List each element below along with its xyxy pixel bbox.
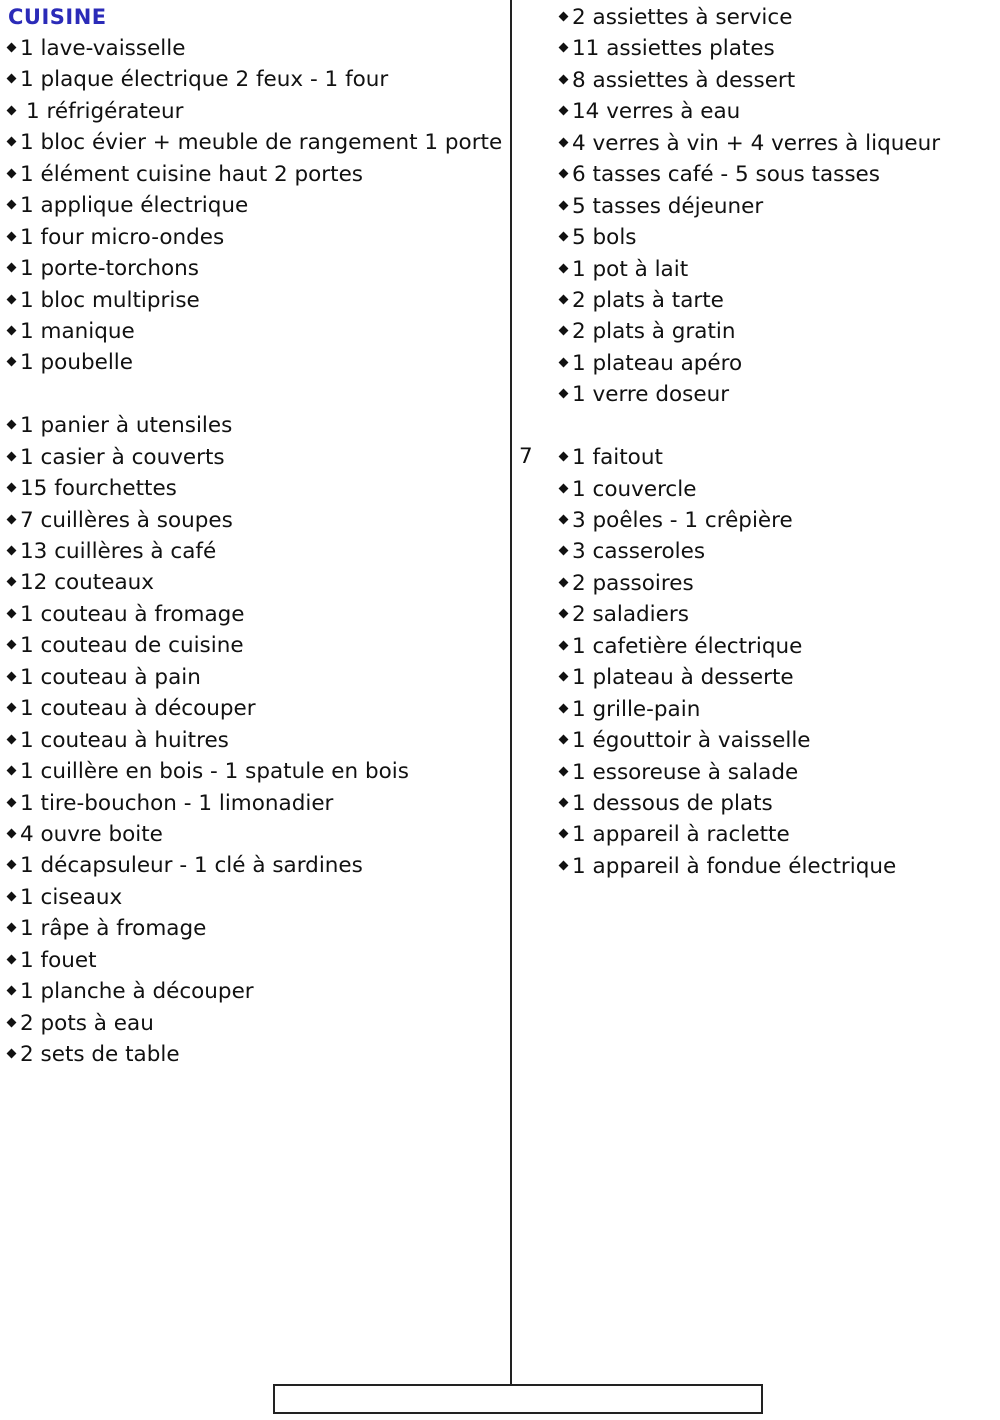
diamond-bullet-icon	[7, 43, 17, 53]
diamond-bullet-icon	[559, 735, 569, 745]
diamond-bullet-icon	[7, 671, 17, 681]
diamond-bullet-icon	[7, 168, 17, 178]
diamond-bullet-icon	[7, 1017, 17, 1027]
diamond-bullet-icon	[7, 105, 17, 115]
list-item: 1 couteau de cuisine	[8, 630, 502, 661]
diamond-bullet-icon	[7, 954, 17, 964]
list-item: 1 plaque électrique 2 feux - 1 four	[8, 64, 502, 95]
diamond-bullet-icon	[7, 703, 17, 713]
diamond-bullet-icon	[7, 420, 17, 430]
diamond-bullet-icon	[559, 640, 569, 650]
page-number: 7	[519, 444, 533, 469]
list-item: 1 râpe à fromage	[8, 913, 502, 944]
diamond-bullet-icon	[7, 828, 17, 838]
list-item: 1 appareil à fondue électrique	[560, 851, 940, 882]
diamond-bullet-icon	[559, 169, 569, 179]
diamond-bullet-icon	[7, 797, 17, 807]
list-item: 1 pot à lait	[560, 254, 940, 285]
list-item: 4 verres à vin + 4 verres à liqueur	[560, 128, 940, 159]
list-item: 7 cuillères à soupes	[8, 505, 502, 536]
diamond-bullet-icon	[7, 546, 17, 556]
list-item: 12 couteaux	[8, 567, 502, 598]
diamond-bullet-icon	[7, 483, 17, 493]
diamond-bullet-icon	[559, 232, 569, 242]
diamond-bullet-icon	[559, 200, 569, 210]
list-item: 14 verres à eau	[560, 96, 940, 127]
diamond-bullet-icon	[7, 640, 17, 650]
list-item: 1 cuillère en bois - 1 spatule en bois	[8, 756, 502, 787]
diamond-bullet-icon	[7, 734, 17, 744]
list-item: 1 poubelle	[8, 347, 502, 378]
list-spacer	[560, 411, 940, 442]
list-item: 1 appareil à raclette	[560, 819, 940, 850]
list-item: 1 essoreuse à salade	[560, 757, 940, 788]
diamond-bullet-icon	[559, 294, 569, 304]
footer-box	[273, 1384, 763, 1414]
list-item: 1 égouttoir à vaisselle	[560, 725, 940, 756]
diamond-bullet-icon	[559, 577, 569, 587]
list-item: 2 plats à tarte	[560, 285, 940, 316]
diamond-bullet-icon	[559, 483, 569, 493]
list-item: 1 panier à utensiles	[8, 410, 502, 441]
list-item: 5 bols	[560, 222, 940, 253]
diamond-bullet-icon	[559, 797, 569, 807]
diamond-bullet-icon	[7, 137, 17, 147]
diamond-bullet-icon	[559, 263, 569, 273]
list-item: 1 grille-pain	[560, 694, 940, 725]
diamond-bullet-icon	[559, 609, 569, 619]
list-item: 2 plats à gratin	[560, 316, 940, 347]
diamond-bullet-icon	[7, 451, 17, 461]
list-item: 3 poêles - 1 crêpière	[560, 505, 940, 536]
diamond-bullet-icon	[7, 514, 17, 524]
list-item: 1 manique	[8, 316, 502, 347]
list-item: 11 assiettes plates	[560, 33, 940, 64]
list-item: 1 plateau à desserte	[560, 662, 940, 693]
diamond-bullet-icon	[7, 608, 17, 618]
list-item: 2 saladiers	[560, 599, 940, 630]
diamond-bullet-icon	[7, 231, 17, 241]
list-item: 1 faitout	[560, 442, 940, 473]
list-item: 1 cafetière électrique	[560, 631, 940, 662]
diamond-bullet-icon	[7, 294, 17, 304]
list-item: 1 bloc multiprise	[8, 285, 502, 316]
list-item: 1 ciseaux	[8, 882, 502, 913]
list-item: 1 porte-torchons	[8, 253, 502, 284]
column-divider	[510, 0, 512, 1384]
list-item: 1 casier à couverts	[8, 442, 502, 473]
diamond-bullet-icon	[559, 546, 569, 556]
diamond-bullet-icon	[559, 43, 569, 53]
list-item: 3 casseroles	[560, 536, 940, 567]
diamond-bullet-icon	[7, 891, 17, 901]
diamond-bullet-icon	[7, 1049, 17, 1059]
diamond-bullet-icon	[7, 74, 17, 84]
diamond-bullet-icon	[7, 860, 17, 870]
diamond-bullet-icon	[559, 860, 569, 870]
diamond-bullet-icon	[559, 74, 569, 84]
list-item: 1 élément cuisine haut 2 portes	[8, 159, 502, 190]
list-item: 1 fouet	[8, 945, 502, 976]
diamond-bullet-icon	[7, 766, 17, 776]
list-item: 5 tasses déjeuner	[560, 191, 940, 222]
diamond-bullet-icon	[7, 325, 17, 335]
list-item: 1 couvercle	[560, 474, 940, 505]
list-item: 2 pots à eau	[8, 1008, 502, 1039]
diamond-bullet-icon	[559, 829, 569, 839]
right-column-list	[560, 2, 940, 882]
diamond-bullet-icon	[559, 672, 569, 682]
list-item: 1 verre doseur	[560, 379, 940, 410]
diamond-bullet-icon	[559, 357, 569, 367]
list-item: 15 fourchettes	[8, 473, 502, 504]
list-item: 1 bloc évier + meuble de rangement 1 porte	[8, 127, 502, 158]
diamond-bullet-icon	[559, 326, 569, 336]
list-item: 1 lave-vaisselle	[8, 33, 502, 64]
list-item: 1 planche à découper	[8, 976, 502, 1007]
diamond-bullet-icon	[7, 263, 17, 273]
diamond-bullet-icon	[7, 357, 17, 367]
diamond-bullet-icon	[7, 923, 17, 933]
list-item: 13 cuillères à café	[8, 536, 502, 567]
list-item: 1 plateau apéro	[560, 348, 940, 379]
diamond-bullet-icon	[559, 515, 569, 525]
list-item: 2 sets de table	[8, 1039, 502, 1070]
left-column-list	[8, 33, 502, 1070]
diamond-bullet-icon	[559, 389, 569, 399]
diamond-bullet-icon	[559, 766, 569, 776]
list-item: 1 couteau à pain	[8, 662, 502, 693]
list-item: 1 décapsuleur - 1 clé à sardines	[8, 850, 502, 881]
list-item: 1 couteau à découper	[8, 693, 502, 724]
diamond-bullet-icon	[559, 137, 569, 147]
list-item: 1 dessous de plats	[560, 788, 940, 819]
diamond-bullet-icon	[559, 703, 569, 713]
diamond-bullet-icon	[559, 12, 569, 22]
list-item: 1 applique électrique	[8, 190, 502, 221]
diamond-bullet-icon	[559, 452, 569, 462]
diamond-bullet-icon	[7, 577, 17, 587]
diamond-bullet-icon	[7, 200, 17, 210]
list-item: 1 couteau à huitres	[8, 725, 502, 756]
list-item: 6 tasses café - 5 sous tasses	[560, 159, 940, 190]
list-item: 1 tire-bouchon - 1 limonadier	[8, 788, 502, 819]
diamond-bullet-icon	[559, 106, 569, 116]
list-item: 1 réfrigérateur	[8, 96, 502, 127]
list-item: 2 assiettes à service	[560, 2, 940, 33]
diamond-bullet-icon	[7, 986, 17, 996]
list-item: 1 couteau à fromage	[8, 599, 502, 630]
section-heading: CUISINE	[8, 5, 107, 29]
list-item: 4 ouvre boite	[8, 819, 502, 850]
list-item: 2 passoires	[560, 568, 940, 599]
list-spacer	[8, 379, 502, 410]
list-item: 8 assiettes à dessert	[560, 65, 940, 96]
list-item: 1 four micro-ondes	[8, 222, 502, 253]
